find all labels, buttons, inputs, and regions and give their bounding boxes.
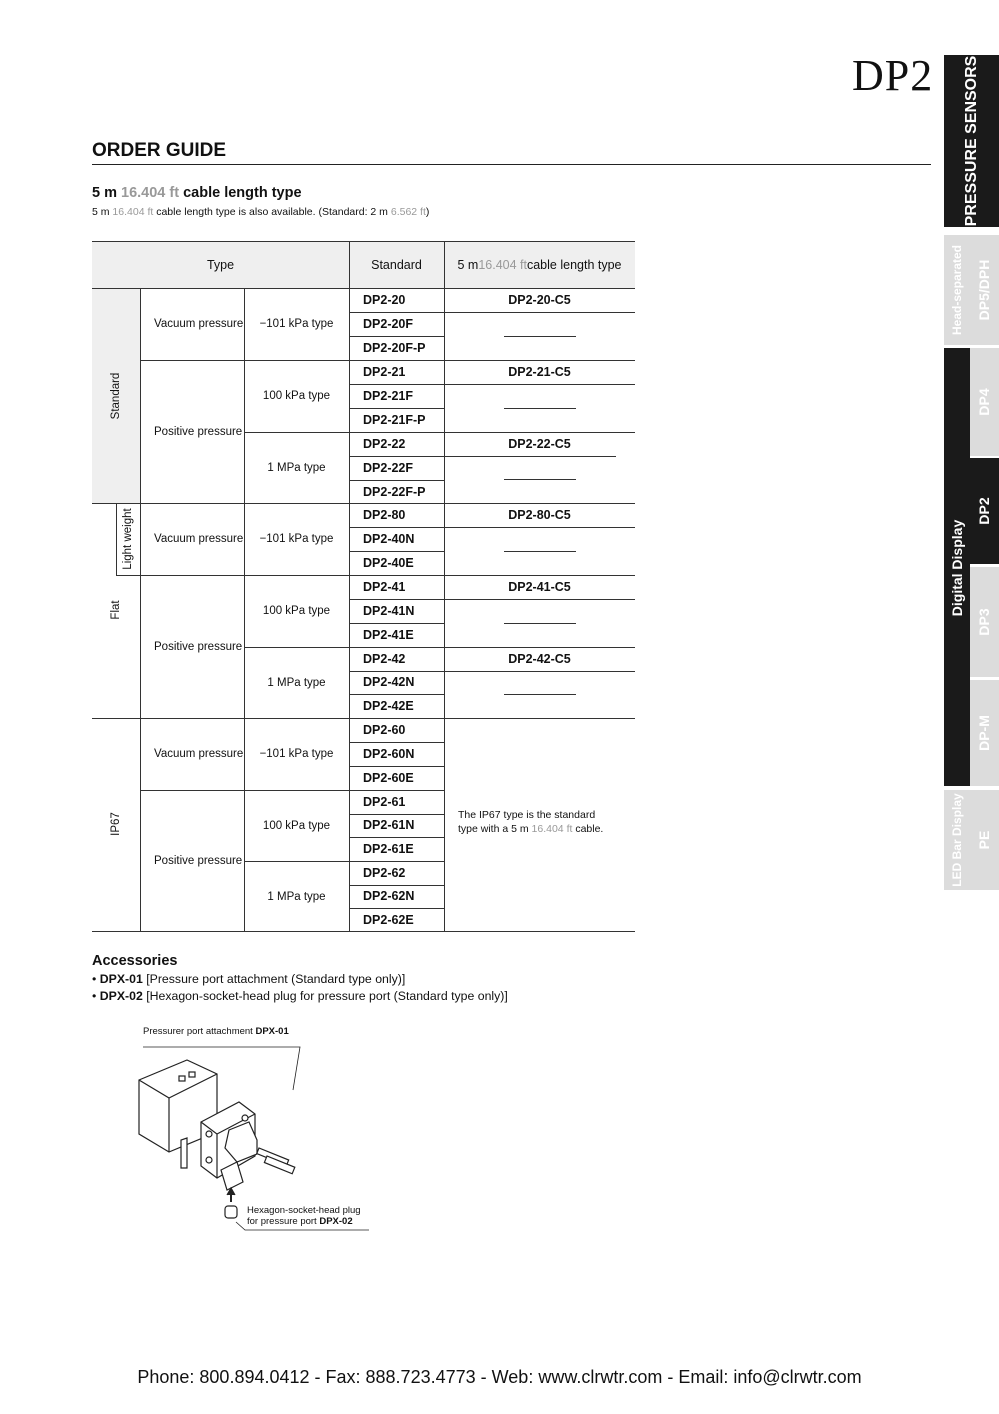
column-rule [140,288,141,931]
standard-model: DP2-41 [363,580,406,594]
row-rule [92,503,635,504]
row-rule [349,551,444,552]
tab-digital-display[interactable] [944,348,970,786]
tab-pressure-sensors-label: PRESSURE SENSORS [963,55,980,227]
standard-model: DP2-80 [363,508,406,522]
section-title: ORDER GUIDE [92,140,227,161]
standard-model: DP2-41N [363,604,415,618]
range-label: 1 MPa type [267,890,326,903]
standard-model: DP2-42E [363,699,414,714]
c5-model: DP2-20-C5 [508,293,571,307]
tab-dp5-dph[interactable] [970,235,999,345]
row-rule [349,908,444,909]
row-rule [349,527,444,528]
row-rule [244,432,635,433]
row-rule [444,456,616,457]
document-title: DP2 [852,51,934,100]
row-rule [244,861,444,862]
tab-led-bar-display-label: LED Bar Display [950,793,964,887]
table-header-rule [92,288,635,289]
tab-dp2[interactable] [970,458,999,564]
standard-model: DP2-20F-P [363,341,426,355]
row-rule [444,312,635,313]
row-rule [349,814,444,815]
standard-model: DP2-40E [363,556,414,570]
range-label: 100 kPa type [262,819,331,832]
tab-dp3-label: DP3 [976,608,992,636]
pressure-label: Vacuum pressure [154,533,244,545]
range-label: 100 kPa type [262,390,331,402]
row-rule [349,480,444,481]
standard-model: DP2-62E [363,913,414,928]
subsection-note: 5 m 16.404 ft cable length type is also available. (Standard: 2 m 6.562 ft) [92,206,430,218]
accessory-illustration [125,1022,385,1237]
row-rule [349,456,444,457]
standard-model: DP2-21F [363,389,414,403]
not-available-dash [504,408,576,409]
row-rule [444,384,635,385]
row-rule [349,599,444,600]
row-rule [349,408,444,409]
row-rule [444,527,635,528]
standard-model: DP2-20 [363,293,406,307]
standard-model: DP2-22F-P [363,485,426,499]
standard-model: DP2-22F [363,461,414,475]
row-rule [92,718,635,719]
tab-led-bar-display[interactable] [944,790,970,890]
standard-model: DP2-62N [363,889,415,904]
header-type: Type [206,257,235,272]
figure-label-dpx01: Pressurer port attachment DPX-01 [143,1026,289,1037]
contact-footer: Phone: 800.894.0412 - Fax: 888.723.4773 - Web: www.clrwtr.com - Email: info@clrwtr.com [137,1367,862,1387]
standard-model: DP2-61N [363,818,415,833]
standard-model: DP2-40N [363,532,415,546]
column-rule [444,241,445,931]
standard-model: DP2-60N [363,747,415,761]
tab-pe-label: PE [976,830,992,850]
column-rule [244,288,245,931]
standard-model: DP2-20F [363,317,414,331]
order-guide-table [92,241,635,932]
c5-model: DP2-41-C5 [508,580,571,594]
standard-model: DP2-42N [363,675,415,690]
header-cable-type: 5 m 16.404 ft cable length type [457,257,622,272]
row-rule [349,837,444,838]
range-label: −101 kPa type [259,318,334,330]
light-weight-rule [116,575,140,576]
standard-model: DP2-61E [363,842,414,857]
standard-model: DP2-41E [363,628,414,642]
table-bottom-rule [92,931,635,932]
pressure-label: Positive pressure [154,426,243,438]
subsection-title: 5 m 16.404 ft cable length type [92,185,302,201]
c5-model: DP2-42-C5 [508,652,571,666]
row-rule [349,336,444,337]
tab-dp2-label: DP2 [976,497,992,525]
figure-label-dpx02: Hexagon-socket-head plug for pressure port DPX-02 [247,1205,361,1227]
row-rule [349,384,444,385]
accessory-item: • DPX-01 [Pressure port attachment (Standard type only)] [92,972,406,986]
tab-head-separated-label: Head-separated [950,244,964,336]
accessories-title: Accessories [92,953,178,969]
light-weight-rule [116,503,117,575]
pressure-label: Vacuum pressure [154,748,244,760]
standard-model: DP2-60 [363,723,406,737]
row-rule [444,671,635,672]
row-rule [349,742,444,743]
not-available-dash [504,336,576,337]
group-standard: Standard [110,372,122,420]
c5-model: DP2-80-C5 [508,508,571,522]
c5-model: DP2-21-C5 [508,365,571,379]
standard-model: DP2-60E [363,771,414,785]
section-divider [92,164,931,165]
standard-model: DP2-61 [363,794,406,809]
row-rule [140,790,444,791]
column-rule [349,241,350,931]
header-standard: Standard [371,257,422,272]
not-available-dash [504,694,576,695]
standard-model: DP2-42 [363,651,406,666]
row-rule [244,647,635,648]
row-rule [349,312,444,313]
pressure-label: Positive pressure [154,640,243,653]
row-rule [349,671,444,672]
standard-model: DP2-21 [363,365,406,379]
tab-dp4-label: DP4 [976,388,992,416]
standard-model: DP2-21F-P [363,413,426,427]
group-ip67: IP67 [110,812,122,836]
ip67-note: The IP67 type is the standard type with a 5 m 16.404 ft cable. [458,809,604,835]
range-label: −101 kPa type [259,748,334,760]
row-rule [444,599,635,600]
range-label: 100 kPa type [262,605,331,617]
tab-digital-display-label: Digital Display [949,519,965,617]
pressure-label: Positive pressure [154,855,243,867]
not-available-dash [504,479,576,480]
standard-model: DP2-62 [363,865,406,880]
tab-dp-m-label: DP-M [976,715,992,751]
not-available-dash [504,551,576,552]
row-rule [349,766,444,767]
tab-pe[interactable] [970,790,999,890]
group-light-weight: Light weight [122,508,134,570]
table-top-rule [92,241,635,242]
group-flat: Flat [110,600,122,620]
range-label: −101 kPa type [259,533,334,545]
tab-pressure-sensors[interactable] [944,55,999,227]
accessory-item: • DPX-02 [Hexagon-socket-head plug for pressure port (Standard type only)] [92,989,508,1003]
tab-dp5-dph-label: DP5/DPH [976,259,992,321]
standard-model: DP2-22 [363,437,406,451]
row-rule [140,575,635,576]
row-rule [349,694,444,695]
tab-dp3[interactable] [970,567,999,677]
tab-dp-m[interactable] [970,680,999,786]
range-label: 1 MPa type [267,676,326,689]
row-rule [349,623,444,624]
tab-dp4[interactable] [970,348,999,456]
tab-head-separated[interactable] [944,235,970,345]
range-label: 1 MPa type [267,462,326,474]
c5-model: DP2-22-C5 [508,437,571,451]
pressure-label: Vacuum pressure [154,318,244,330]
row-rule [349,885,444,886]
row-rule [140,360,635,361]
not-available-dash [504,623,576,624]
